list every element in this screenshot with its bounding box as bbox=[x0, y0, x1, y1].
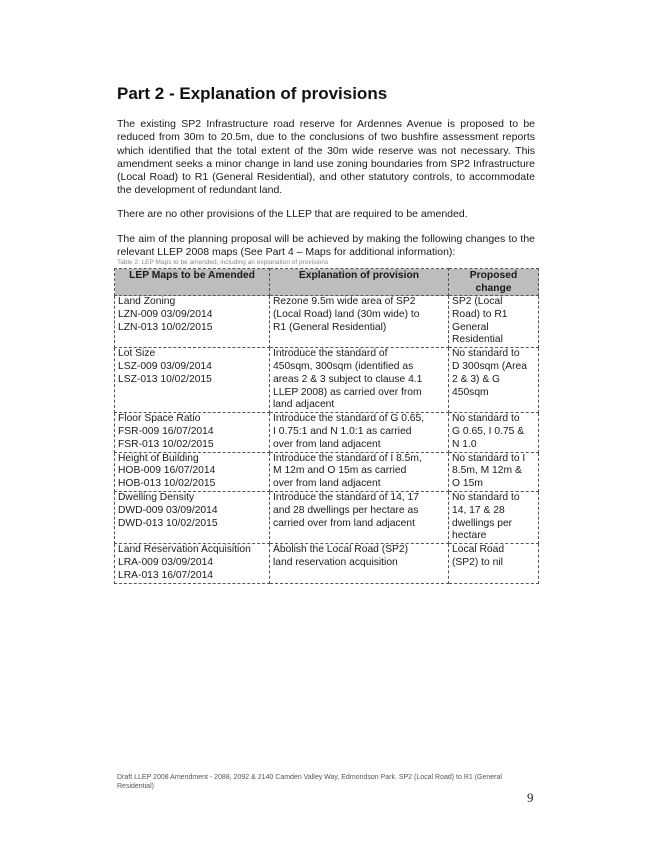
table-caption: Table 2: LEP Maps to be amended, including an explanation of provisions bbox=[117, 259, 329, 266]
cell-line: LZN-013 10/02/2015 bbox=[118, 321, 213, 333]
cell-line: 2 & 3) & G bbox=[452, 373, 501, 385]
intro-paragraph: The existing SP2 Infrastructure road reserve for Ardennes Avenue is proposed to be reduced from 30m to 20.5m, due to the conclusions of two bushfire assessment reports which identified that the total extent of the 30m wide reserve was not necessary. This amendment seeks a minor change in land use zoning boundaries from SP2 Infrastructure (Local Road) to R1 (General Residential), and other statutory controls, to accommodate the development of redundant land. bbox=[117, 118, 535, 197]
lep-maps-table bbox=[114, 268, 539, 584]
cell-line: carried over from land adjacent bbox=[273, 517, 415, 529]
cell-line: FSR-009 16/07/2014 bbox=[118, 425, 214, 437]
cell-line: No standard to I bbox=[452, 452, 526, 464]
table-header-row bbox=[115, 269, 539, 296]
cell-line: SP2 (Local bbox=[452, 296, 503, 307]
map-cell bbox=[115, 452, 270, 491]
cell-line: areas 2 & 3 subject to clause 4.1 bbox=[273, 373, 423, 385]
page-number: 9 bbox=[527, 790, 534, 805]
cell-line: No standard to bbox=[452, 491, 520, 503]
cell-line: Lot Size bbox=[118, 348, 156, 360]
cell-line: No standard to bbox=[452, 413, 520, 425]
cell-line: (Local Road) land (30m wide) to bbox=[273, 308, 420, 320]
explanation-cell bbox=[270, 348, 449, 413]
explanation-cell bbox=[270, 413, 449, 452]
cell-line: M 12m and O 15m as carried bbox=[273, 465, 407, 477]
map-cell bbox=[115, 544, 270, 583]
cell-line: 14, 17 & 28 bbox=[452, 504, 505, 516]
cell-line: Residential bbox=[452, 334, 503, 346]
cell-line: Introduce the standard of bbox=[273, 348, 388, 360]
header-lep-maps: LEP Maps to be Amended bbox=[115, 269, 270, 296]
aim-paragraph: The aim of the planning proposal will be achieved by making the following changes to the relevant LLEP 2008 maps (See Part 4 – Maps for additional information): bbox=[117, 233, 535, 259]
map-cell bbox=[115, 348, 270, 413]
change-cell bbox=[449, 544, 539, 583]
cell-line: 450sqm bbox=[452, 386, 489, 398]
cell-line: hectare bbox=[452, 530, 487, 542]
cell-line: Abolish the Local Road (SP2) bbox=[273, 544, 409, 556]
table-row bbox=[115, 348, 539, 413]
cell-line: G 0.65, I 0.75 & bbox=[452, 425, 525, 437]
cell-line: over from land adjacent bbox=[273, 478, 381, 490]
cell-line: Rezone 9.5m wide area of SP2 bbox=[273, 296, 416, 307]
cell-line: Local Road bbox=[452, 544, 505, 556]
cell-line: Land Reservation Acquisition bbox=[118, 544, 251, 556]
cell-line: Dwelling Density bbox=[118, 491, 195, 503]
cell-line: HOB-013 10/02/2015 bbox=[118, 478, 216, 490]
map-cell bbox=[115, 296, 270, 348]
table-body bbox=[115, 296, 539, 584]
cell-line: DWD-013 10/02/2015 bbox=[118, 517, 218, 529]
cell-line: land reservation acquisition bbox=[273, 556, 398, 568]
cell-line: LRA-013 16/07/2014 bbox=[118, 569, 214, 581]
explanation-cell bbox=[270, 452, 449, 491]
map-cell bbox=[115, 413, 270, 452]
change-cell bbox=[449, 413, 539, 452]
cell-line: HOB-009 16/07/2014 bbox=[118, 465, 216, 477]
cell-line: Land Zoning bbox=[118, 296, 176, 307]
cell-line: Floor Space Ratio bbox=[118, 413, 201, 425]
table-row bbox=[115, 544, 539, 583]
table-row bbox=[115, 413, 539, 452]
cell-line: Road) to R1 bbox=[452, 308, 508, 320]
map-cell bbox=[115, 491, 270, 543]
cell-line: LLEP 2008) as carried over from bbox=[273, 386, 422, 398]
change-cell bbox=[449, 491, 539, 543]
change-cell bbox=[449, 348, 539, 413]
cell-line: Height of Building bbox=[118, 452, 199, 464]
cell-line: DWD-009 03/09/2014 bbox=[118, 504, 218, 516]
cell-line: and 28 dwellings per hectare as bbox=[273, 504, 419, 516]
cell-line: O 15m bbox=[452, 478, 483, 490]
change-cell bbox=[449, 452, 539, 491]
cell-line: LZN-009 03/09/2014 bbox=[118, 308, 213, 320]
explanation-cell bbox=[270, 491, 449, 543]
cell-line: 8.5m, M 12m & bbox=[452, 465, 522, 477]
cell-line: LSZ-013 10/02/2015 bbox=[118, 373, 212, 385]
cell-line: R1 (General Residential) bbox=[273, 321, 387, 333]
cell-line: FSR-013 10/02/2015 bbox=[118, 438, 214, 450]
cell-line: Introduce the standard of I 8.5m, bbox=[273, 452, 422, 464]
cell-line: dwellings per bbox=[452, 517, 513, 529]
cell-line: LRA-009 03/09/2014 bbox=[118, 556, 214, 568]
page-footer: Draft LLEP 2008 Amendment - 2088, 2092 & 2140 Camden Valley Way, Edmondson Park. SP2 (Local Road) to R1 (General Residential) bbox=[117, 774, 502, 790]
table-row bbox=[115, 296, 539, 348]
cell-line: (SP2) to nil bbox=[452, 556, 503, 568]
cell-line: Introduce the standard of 14, 17 bbox=[273, 491, 419, 503]
explanation-cell bbox=[270, 544, 449, 583]
explanation-cell bbox=[270, 296, 449, 348]
cell-line: N 1.0 bbox=[452, 438, 477, 450]
cell-line: Introduce the standard of G 0.65, bbox=[273, 413, 425, 425]
cell-line: I 0.75:1 and N 1.0:1 as carried bbox=[273, 425, 412, 437]
header-explanation: Explanation of provision bbox=[270, 269, 449, 296]
cell-line: LSZ-009 03/09/2014 bbox=[118, 360, 212, 372]
cell-line: General bbox=[452, 321, 489, 333]
change-cell bbox=[449, 296, 539, 348]
table-row bbox=[115, 491, 539, 543]
no-other-provisions-paragraph: There are no other provisions of the LLEP that are required to be amended. bbox=[117, 208, 468, 220]
header-proposed-change: Proposed change bbox=[449, 269, 539, 296]
page-heading: Part 2 - Explanation of provisions bbox=[117, 84, 388, 103]
cell-line: over from land adjacent bbox=[273, 438, 381, 450]
cell-line: 450sqm, 300sqm (identified as bbox=[273, 360, 414, 372]
cell-line: land adjacent bbox=[273, 399, 335, 411]
cell-line: D 300sqm (Area bbox=[452, 360, 527, 372]
table-row bbox=[115, 452, 539, 491]
cell-line: No standard to bbox=[452, 348, 520, 360]
